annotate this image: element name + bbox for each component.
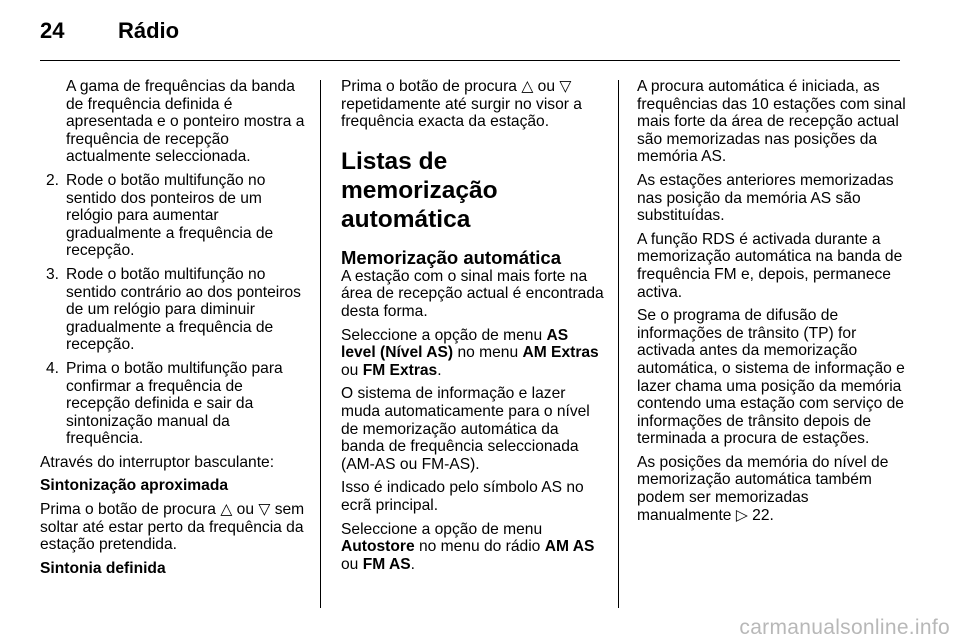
paragraph-menu-option: Seleccione a opção de menu AS level (Nível AS) no menu AM Extras ou FM Extras. [341, 326, 599, 379]
paragraph: A estação com o sinal mais forte na área de recepção actual é encontrada desta forma. [341, 267, 604, 320]
section-heading: Listas de memorização automática [341, 147, 498, 233]
seek-down-icon: ▽ [258, 501, 271, 519]
step-number: 2. [46, 171, 60, 189]
seek-down-icon: ▽ [559, 78, 572, 95]
menu-label: FM Extras [362, 361, 438, 379]
step-number: 4. [46, 359, 60, 377]
coarse-tuning-heading: Sintonização aproximada [40, 477, 229, 495]
paragraph: O sistema de informação e lazer muda automaticamente para o nível de memorização automática da banda de frequência seleccionada (AM-AS ou FM-AS). [341, 385, 590, 473]
page-reference-icon: ▷ [735, 506, 748, 524]
menu-label: AM Extras [522, 344, 599, 362]
fine-tuning-heading: Sintonia definida [40, 559, 166, 577]
menu-label: FM AS [362, 555, 411, 573]
column-1 [40, 78, 310, 583]
menu-option-label: AS level (Nível AS) [341, 326, 569, 362]
paragraph-autostore: Seleccione a opção de menu Autostore no menu do rádio AM AS ou FM AS. [341, 520, 595, 573]
step-number: 3. [46, 265, 60, 283]
header-rule [40, 60, 900, 61]
page-title: Rádio [118, 18, 180, 43]
step-text: Prima o botão multifunção para confirmar a frequência de recepção definida e sair da sintonização manual da frequência. [66, 359, 283, 448]
step-text: Rode o botão multifunção no sentido contrário ao dos ponteiros de um relógio para diminuir gradualmente a frequência de recepção. [66, 265, 301, 354]
step-2 [40, 172, 310, 260]
column-divider-2 [618, 80, 619, 608]
step-3 [40, 266, 310, 354]
paragraph-reference: As posições da memória do nível de memorização automática também podem ser memorizadas manualmente ▷ 22. [637, 453, 889, 524]
watermark: carmanualsonline.info [739, 616, 950, 639]
column-3 [637, 78, 907, 530]
continued-step-text: A gama de frequências da banda de frequência definida é apresentada e o ponteiro mostra a frequência de recepção actualmente seleccionada. [66, 78, 305, 166]
column-2 [341, 78, 606, 579]
step-4 [40, 360, 310, 448]
coarse-tuning-text: Prima o botão de procura △ ou ▽ sem soltar até estar perto da frequência da estação pretendida. [40, 501, 305, 554]
menu-label: AM AS [544, 538, 595, 556]
paragraph: As estações anteriores memorizadas nas posição da memória AS são substituídas. [637, 171, 894, 225]
page-reference[interactable]: 22. [752, 506, 774, 524]
step-text: Rode o botão multifunção no sentido dos ponteiros de um relógio para aumentar gradualmente a frequência de recepção. [66, 171, 274, 260]
subsection-heading: Memorização automática [341, 246, 562, 268]
menu-option-label: Autostore [341, 538, 415, 556]
seek-up-icon: △ [220, 501, 233, 519]
column-divider-1 [320, 80, 321, 608]
paragraph: Isso é indicado pelo símbolo AS no ecrã principal. [341, 479, 584, 514]
paragraph: A função RDS é activada durante a memorização automática na banda de frequência FM e, depois, permanece activa. [637, 230, 903, 301]
seek-up-icon: △ [521, 78, 534, 95]
paragraph: A procura automática é iniciada, as frequências das 10 estações com sinal mais forte da área de recepção actual são memorizadas nas posições da memória AS. [637, 78, 906, 166]
page-number: 24 [40, 18, 65, 43]
fine-tuning-text: Prima o botão de procura △ ou ▽ repetidamente até surgir no visor a frequência exacta da estação. [341, 78, 582, 131]
rocker-switch-text: Através do interruptor basculante: [40, 453, 275, 471]
paragraph: Se o programa de difusão de informações de trânsito (TP) for activada antes da memorização automática, o sistema de informação e lazer chama uma posição da memória contendo uma estação com serviço de informações de trânsito depois de terminada a procura de estações. [637, 307, 905, 448]
